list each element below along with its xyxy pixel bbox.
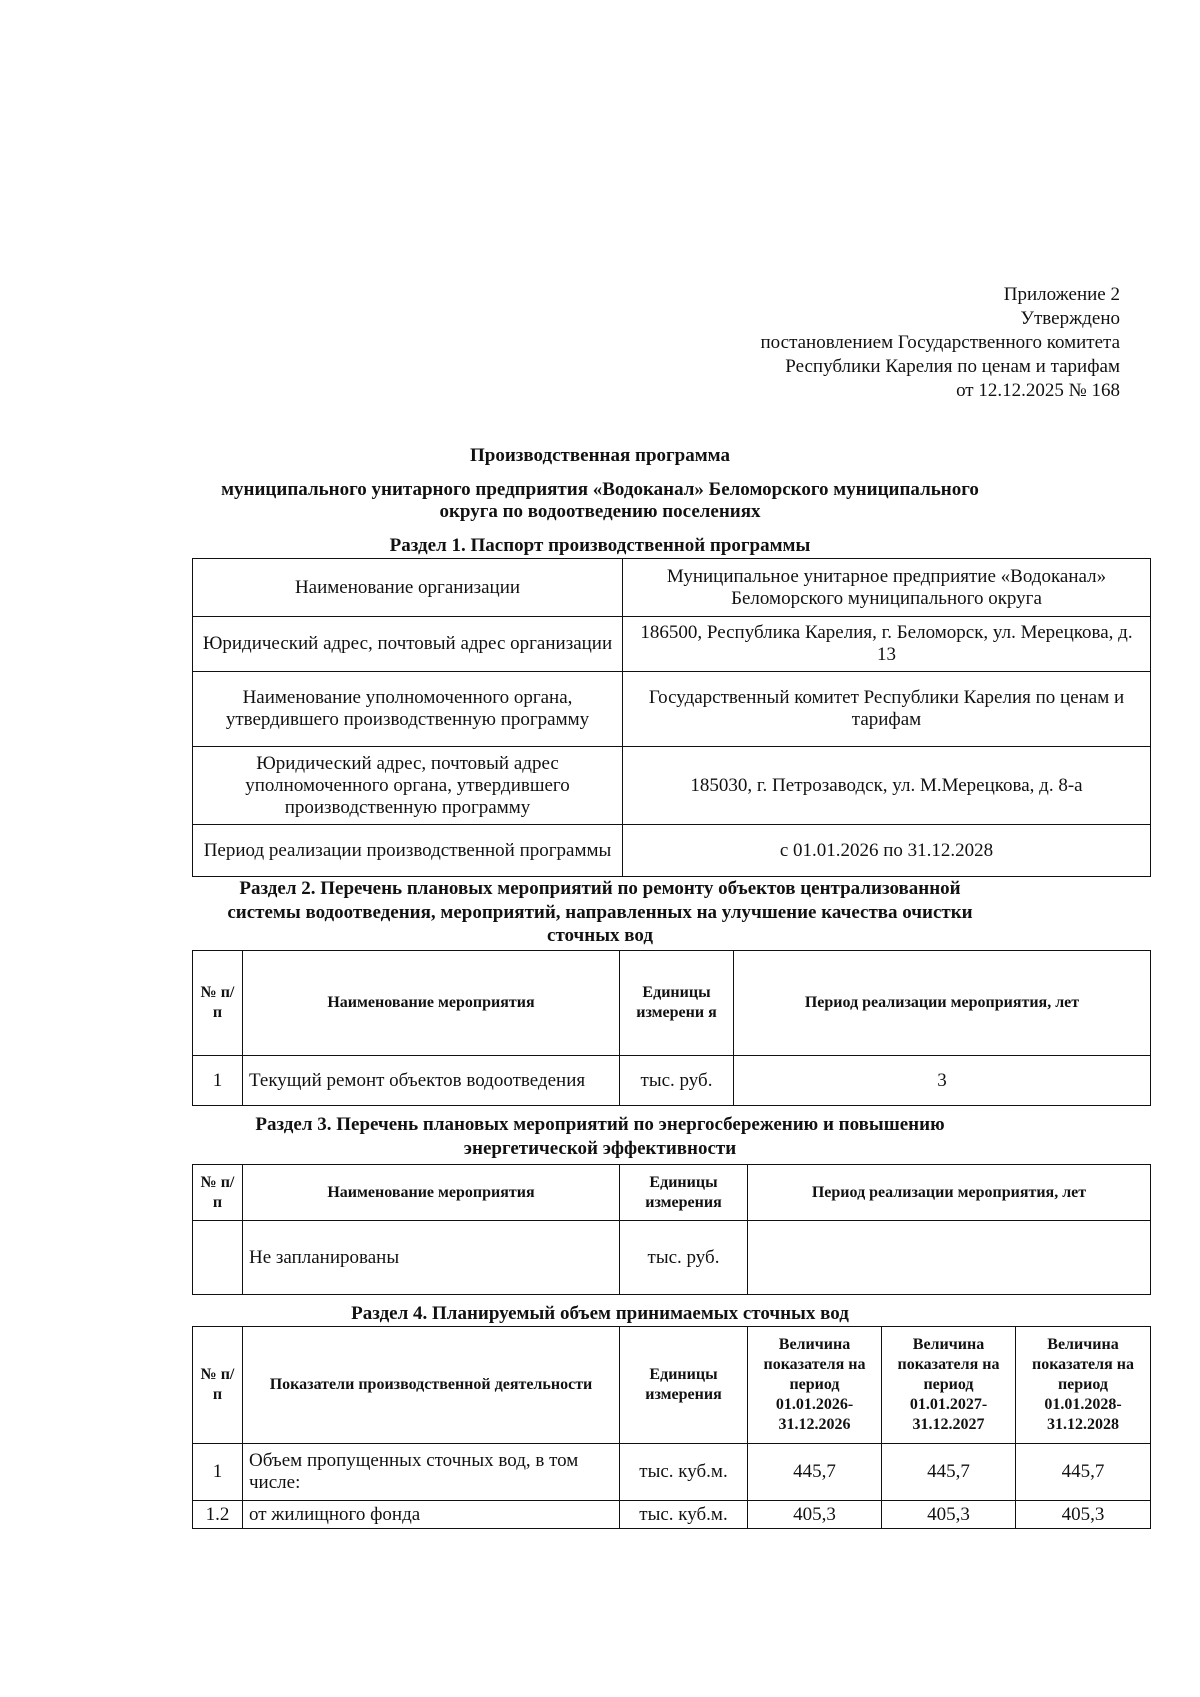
- col-header-2027: Величина показателя на период 01.01.2027-31.12.2027: [882, 1327, 1016, 1444]
- col-header-period: Период реализации мероприятия, лет: [748, 1165, 1151, 1221]
- section3-energy-table: [192, 1164, 1151, 1295]
- section3-heading-line2: энергетической эффективности: [463, 1138, 737, 1159]
- col-header-2028: Величина показателя на период 01.01.2028-31.12.2028: [1016, 1327, 1151, 1444]
- col-header-name: Наименование мероприятия: [243, 1165, 620, 1221]
- approval-line-decree: постановлением Государственного комитета: [760, 332, 1120, 353]
- col-header-unit: Единицы измерени я: [620, 951, 734, 1056]
- table-header-row: [193, 1165, 1151, 1221]
- row-num: [193, 1221, 243, 1295]
- row-value-2026: 405,3: [748, 1501, 882, 1529]
- approval-line-approved: Утверждено: [1020, 308, 1120, 329]
- row-num: 1.2: [193, 1501, 243, 1529]
- row-unit: тыс. руб.: [620, 1056, 734, 1106]
- section2-heading-line3: сточных вод: [547, 925, 653, 946]
- approval-line-appendix: Приложение 2: [1003, 284, 1120, 305]
- row-value-2028: 405,3: [1016, 1501, 1151, 1529]
- row-value-2027: 405,3: [882, 1501, 1016, 1529]
- program-subtitle-line1: муниципального унитарного предприятия «Водоканал» Беломорского муниципального: [221, 479, 979, 500]
- row-num: 1: [193, 1444, 243, 1501]
- section4-heading: Раздел 4. Планируемый объем принимаемых сточных вод: [351, 1303, 849, 1324]
- approval-line-date: от 12.12.2025 № 168: [956, 380, 1120, 401]
- row-name: Объем пропущенных сточных вод, в том числе:: [243, 1444, 620, 1501]
- row-period: 3: [734, 1056, 1151, 1106]
- col-header-num: № п/п: [193, 1327, 243, 1444]
- section3-heading-line1: Раздел 3. Перечень плановых мероприятий по энергосбережению и повышению: [255, 1114, 945, 1135]
- table-row: [193, 672, 1151, 747]
- row-name: Не запланированы: [243, 1221, 620, 1295]
- row-period: [748, 1221, 1151, 1295]
- col-header-unit: Единицы измерения: [620, 1165, 748, 1221]
- table-row: [193, 1501, 1151, 1529]
- col-header-name: Показатели производственной деятельности: [243, 1327, 620, 1444]
- passport-label: Период реализации производственной программы: [193, 825, 623, 877]
- table-row: [193, 1444, 1151, 1501]
- section2-heading-line2: системы водоотведения, мероприятий, направленных на улучшение качества очистки: [227, 902, 973, 923]
- col-header-num: № п/п: [193, 951, 243, 1056]
- section4-volume-table: [192, 1326, 1151, 1529]
- program-title: Производственная программа: [470, 445, 730, 466]
- col-header-2026: Величина показателя на период 01.01.2026-31.12.2026: [748, 1327, 882, 1444]
- passport-label: Юридический адрес, почтовый адрес организации: [193, 617, 623, 672]
- row-name: от жилищного фонда: [243, 1501, 620, 1529]
- passport-value: 185030, г. Петрозаводск, ул. М.Мерецкова, д. 8-а: [623, 747, 1151, 825]
- table-row: [193, 1056, 1151, 1106]
- section2-repair-table: [192, 950, 1151, 1106]
- table-row: [193, 747, 1151, 825]
- table-row: [193, 1221, 1151, 1295]
- table-header-row: [193, 1327, 1151, 1444]
- col-header-unit: Единицы измерения: [620, 1327, 748, 1444]
- program-subtitle-line2: округа по водоотведению поселениях: [439, 501, 761, 522]
- section1-heading: Раздел 1. Паспорт производственной программы: [389, 535, 811, 556]
- row-unit: тыс. куб.м.: [620, 1501, 748, 1529]
- approval-block: [761, 283, 1121, 403]
- passport-value: Государственный комитет Республики Карелия по ценам и тарифам: [623, 672, 1151, 747]
- passport-value: 186500, Республика Карелия, г. Беломорск, ул. Мерецкова, д. 13: [623, 617, 1151, 672]
- table-row: [193, 559, 1151, 617]
- section1-passport-table: [192, 558, 1151, 877]
- row-value-2028: 445,7: [1016, 1444, 1151, 1501]
- passport-label: Юридический адрес, почтовый адрес уполномоченного органа, утвердившего производственную программу: [193, 747, 623, 825]
- passport-label: Наименование организации: [193, 559, 623, 617]
- col-header-num: № п/п: [193, 1165, 243, 1221]
- passport-value: Муниципальное унитарное предприятие «Водоканал» Беломорского муниципального округа: [623, 559, 1151, 617]
- table-header-row: [193, 951, 1151, 1056]
- passport-value: с 01.01.2026 по 31.12.2028: [623, 825, 1151, 877]
- row-unit: тыс. куб.м.: [620, 1444, 748, 1501]
- row-name: Текущий ремонт объектов водоотведения: [243, 1056, 620, 1106]
- approval-line-committee: Республики Карелия по ценам и тарифам: [785, 356, 1120, 377]
- row-value-2027: 445,7: [882, 1444, 1016, 1501]
- table-row: [193, 617, 1151, 672]
- col-header-period: Период реализации мероприятия, лет: [734, 951, 1151, 1056]
- table-row: [193, 825, 1151, 877]
- row-num: 1: [193, 1056, 243, 1106]
- passport-label: Наименование уполномоченного органа, утвердившего производственную программу: [193, 672, 623, 747]
- section2-heading-line1: Раздел 2. Перечень плановых мероприятий по ремонту объектов централизованной: [239, 878, 961, 899]
- col-header-name: Наименование мероприятия: [243, 951, 620, 1056]
- row-unit: тыс. руб.: [620, 1221, 748, 1295]
- row-value-2026: 445,7: [748, 1444, 882, 1501]
